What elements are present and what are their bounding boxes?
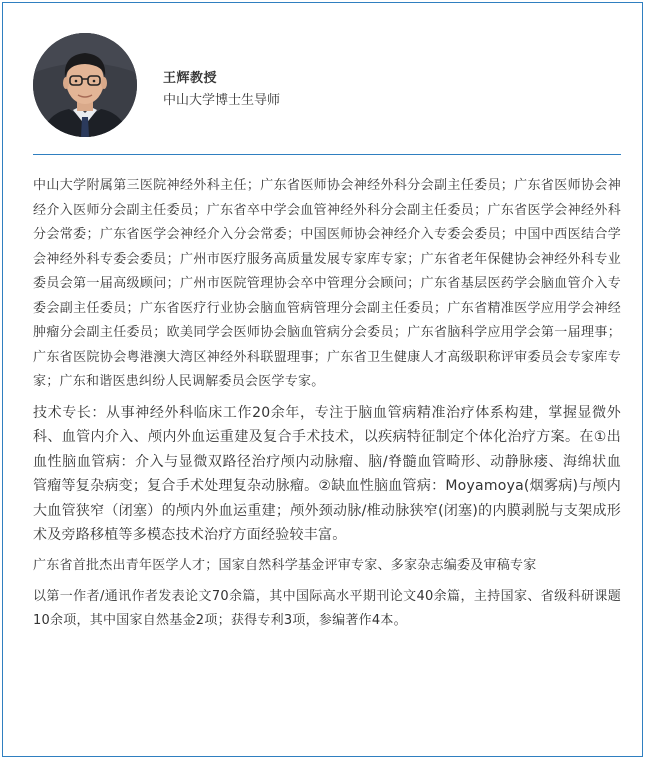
portrait-image xyxy=(33,33,137,137)
profile-card xyxy=(2,2,643,757)
bio-publications-paragraph: 以第一作者/通讯作者发表论文70余篇，其中国际高水平期刊论文40余篇，主持国家、省级科研课题10余项，其中国家自然基金2项；获得专利3项，参编著作4本。 xyxy=(33,588,621,629)
divider xyxy=(33,154,621,155)
profile-name: 王辉教授 xyxy=(163,71,218,86)
bio-positions-paragraph: 中山大学附属第三医院神经外科主任；广东省医师协会神经外科分会副主任委员；广东省医师协会神经介入医师分会副主任委员；广东省卒中学会血管神经外科分会副主任委员；广东省医学会神经外科分会常委；广东省医学会神经介入分会常委；中国医师协会神经介入专委会委员；中国中西医结合学会神经外科专委会委员；广州市医疗服务高质量发展专家库专家；广东省老年保健协会神经外科专业委员会第一届高级顾问；广州市医院管理协会卒中管理分会顾问；广东省基层医药学会脑血管介入专委会副主任委员；广东省医疗行业协会脑血管病管理分会副主任委员；广东省精准医学应用学会神经肿瘤分会副主任委员；欧美同学会医师协会脑血管病分会委员；广东省脑科学应用学会第一届理事；广东省医院协会粤港澳大湾区神经外科联盟理事；广东省卫生健康人才高级职称评审委员会专家库专家；广东和谐医患纠纷人民调解委员会医学专家。 xyxy=(33,178,621,389)
avatar xyxy=(33,33,137,137)
profile-title: 中山大学博士生导师 xyxy=(163,93,281,108)
bio-content xyxy=(33,174,621,634)
bio-honors-paragraph: 广东省首批杰出青年医学人才；国家自然科学基金评审专家、多家杂志编委及审稿专家 xyxy=(33,558,537,574)
bio-expertise-paragraph: 技术专长：从事神经外科临床工作20余年，专注于脑血管病精准治疗体系构建，掌握显微外科、血管内介入、颅内外血运重建及复合手术技术，以疾病特征制定个体化治疗方案。在①出血性脑血管病：介入与显微双路径治疗颅内动脉瘤、脑/脊髓血管畸形、动静脉瘘、海绵状血管瘤等复杂病变；复合手术处理复杂动脉瘤。②缺血性脑血管病：Moyamoya(烟雾病)与颅内大血管狭窄（闭塞）的颅内外血运重建；颅外颈动脉/椎动脉狭窄(闭塞)的内膜剥脱与支架成形术及旁路移植等多模态技术治疗方面经验较丰富。 xyxy=(33,404,621,544)
